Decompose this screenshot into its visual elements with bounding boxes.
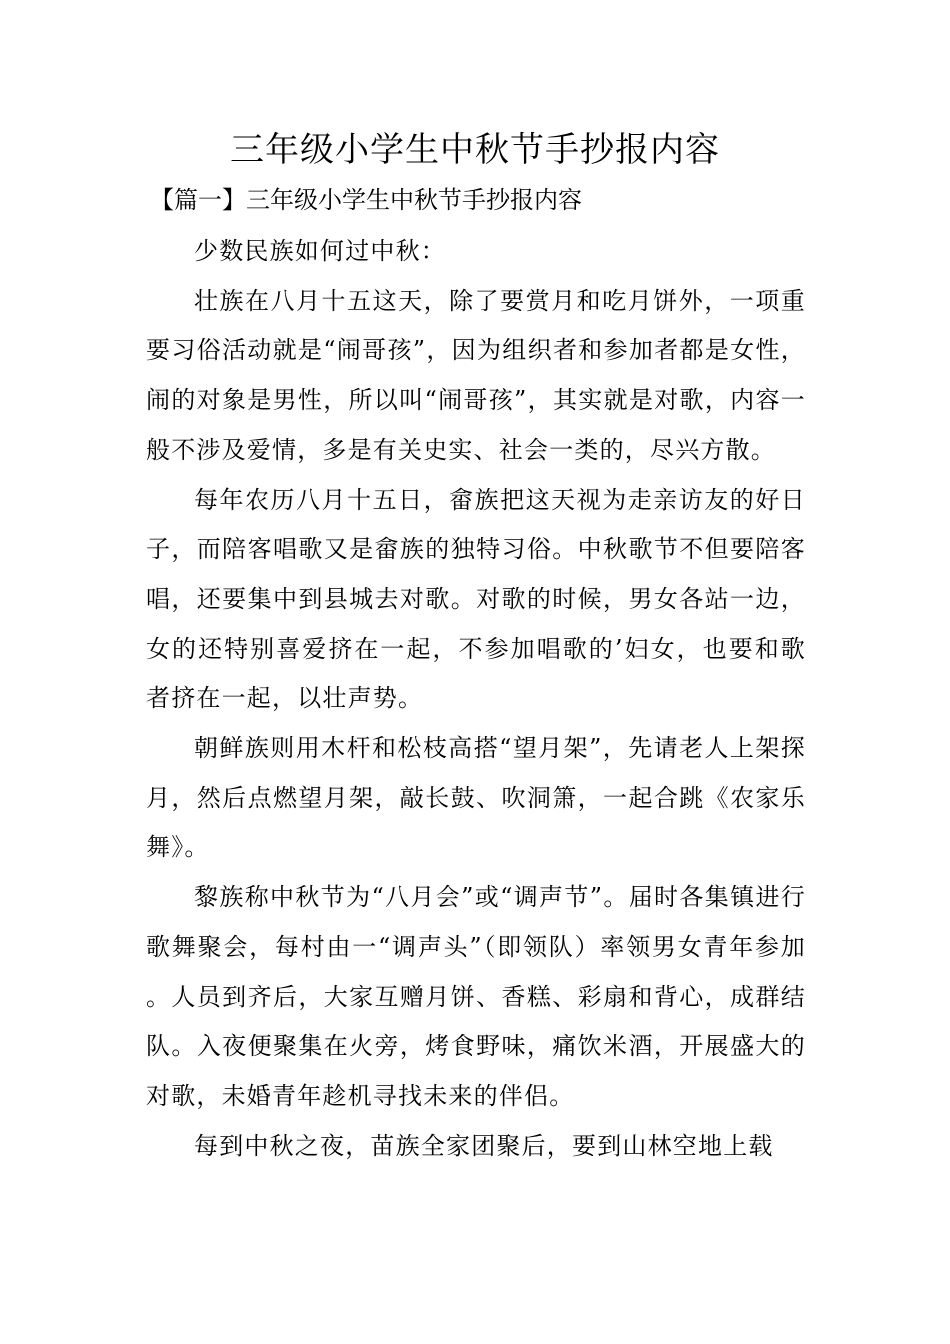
paragraph-korean: 朝鲜族则用木杆和松枝高搭“望月架”，先请老人上架探月，然后点燃望月架，敲长鼓、吹洞箫，一起合跳《农家乐舞》。 <box>146 734 806 862</box>
article-body <box>146 227 806 1171</box>
paragraph-she: 每年农历八月十五日，畲族把这天视为走亲访友的好日子，而陪客唱歌又是畲族的独特习俗。中秋歌节不但要陪客唱，还要集中到县城去对歌。对歌的时候，男女各站一边，女的还特别喜爱挤在一起，不参加唱歌的’妇女，也要和歌者挤在一起，以壮声势。 <box>146 485 806 713</box>
page-title: 三年级小学生中秋节手抄报内容 <box>230 130 720 170</box>
paragraph-intro: 少数民族如何过中秋： <box>194 237 446 265</box>
paragraph-miao: 每到中秋之夜，苗族全家团聚后，要到山林空地上载 <box>194 1131 774 1160</box>
paragraph-zhuang: 壮族在八月十五这天，除了要赏月和吃月饼外，一项重要习俗活动就是“闹哥孩”，因为组织者和参加者都是女性，闹的对象是男性，所以叫“闹哥孩”，其实就是对歌，内容一般不涉及爱情，多是有关史实、社会一类的，尽兴方散。 <box>146 286 806 464</box>
section-heading: 【篇一】三年级小学生中秋节手抄报内容 <box>150 186 582 214</box>
paragraph-li: 黎族称中秋节为“八月会”或“调声节”。届时各集镇进行歌舞聚会，每村由一“调声头”（即领队）率领男女青年参加。人员到齐后，大家互赠月饼、香糕、彩扇和背心，成群结队。入夜便聚集在火旁，烤食野味，痛饮米酒，开展盛大的对歌，未婚青年趁机寻找未来的伴侣。 <box>146 883 806 1110</box>
